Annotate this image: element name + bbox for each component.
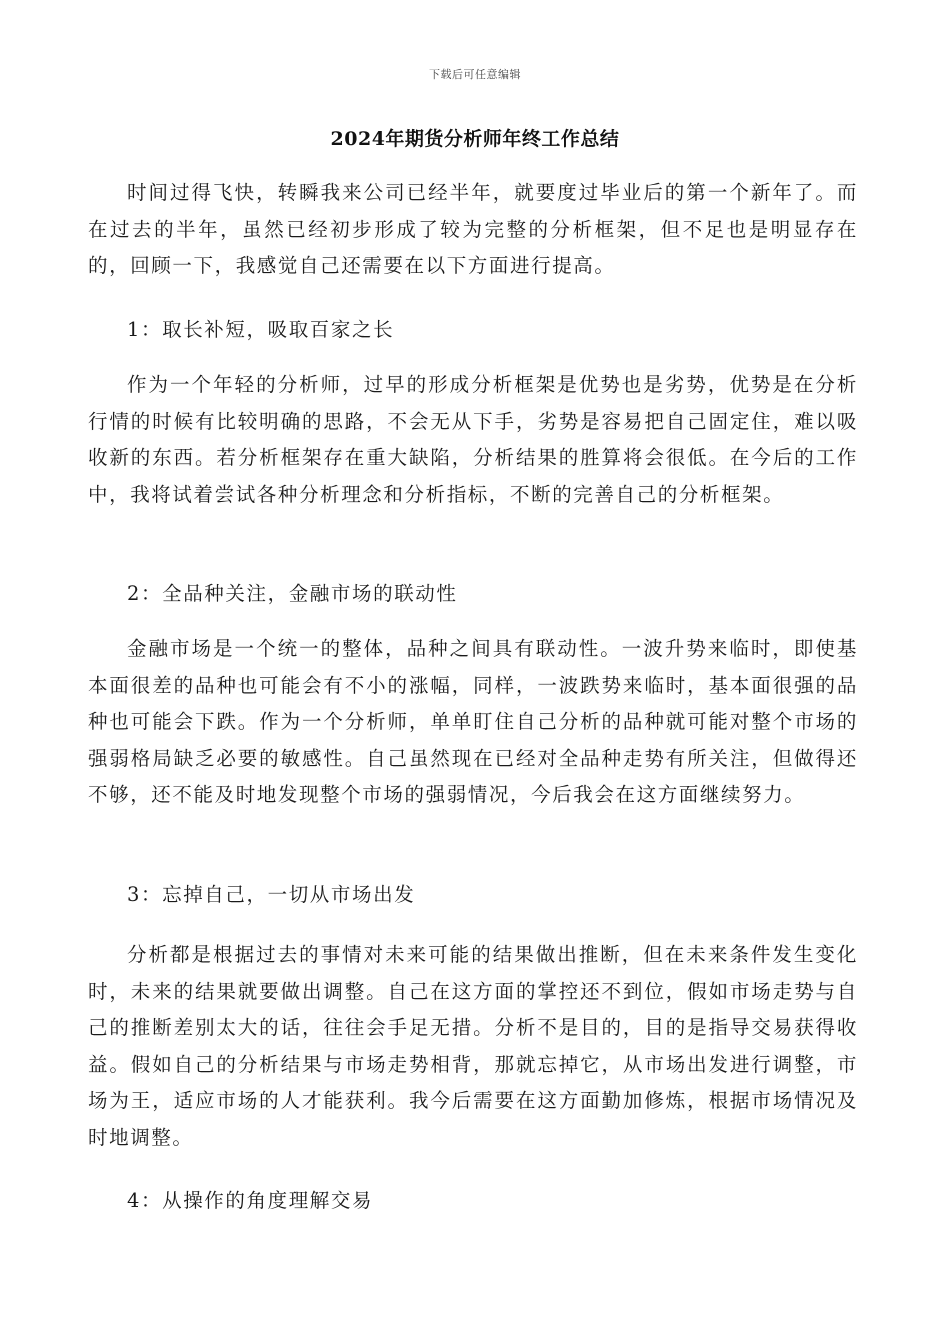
section-3-body: 分析都是根据过去的事情对未来可能的结果做出推断，但在未来条件发生变化时，未来的结果就要做出调整。自己在这方面的掌控还不到位，假如市场走势与自己的推断差别太大的话，往往会手足无措。分析不是目的，目的是指导交易获得收益。假如自己的分析结果与市场走势相背，那就忘掉它，从市场出发进行调整，市场为王，适应市场的人才能获利。我今后需要在这方面勤加修炼，根据市场情况及时地调整。 bbox=[88, 943, 858, 1149]
section-2-heading: 2：全品种关注，金融市场的联动性 bbox=[127, 582, 458, 605]
intro-paragraph: 时间过得飞快，转瞬我来公司已经半年，就要度过毕业后的第一个新年了。而在过去的半年，虽然已经初步形成了较为完整的分析框架，但不足也是明显存在的，回顾一下，我感觉自己还需要在以下方面进行提高。 bbox=[88, 181, 858, 277]
header-note: 下载后可任意编辑 bbox=[429, 68, 521, 81]
section-4-heading: 4：从操作的角度理解交易 bbox=[127, 1189, 374, 1212]
section-1-body: 作为一个年轻的分析师，过早的形成分析框架是优势也是劣势，优势是在分析行情的时候有比较明确的思路，不会无从下手，劣势是容易把自己固定住，难以吸收新的东西。若分析框架存在重大缺陷，分析结果的胜算将会很低。在今后的工作中，我将试着尝试各种分析理念和分析指标，不断的完善自己的分析框架。 bbox=[88, 373, 858, 506]
document-title: 2024年期货分析师年终工作总结 bbox=[330, 128, 620, 150]
section-2-body: 金融市场是一个统一的整体，品种之间具有联动性。一波升势来临时，即使基本面很差的品种也可能会有不小的涨幅，同样，一波跌势来临时，基本面很强的品种也可能会下跌。作为一个分析师，单单盯住自己分析的品种就可能对整个市场的强弱格局缺乏必要的敏感性。自己虽然现在已经对全品种走势有所关注，但做得还不够，还不能及时地发现整个市场的强弱情况，今后我会在这方面继续努力。 bbox=[88, 637, 858, 806]
section-1-heading: 1：取长补短，吸取百家之长 bbox=[127, 318, 395, 341]
section-3-heading: 3：忘掉自己，一切从市场出发 bbox=[127, 883, 416, 906]
